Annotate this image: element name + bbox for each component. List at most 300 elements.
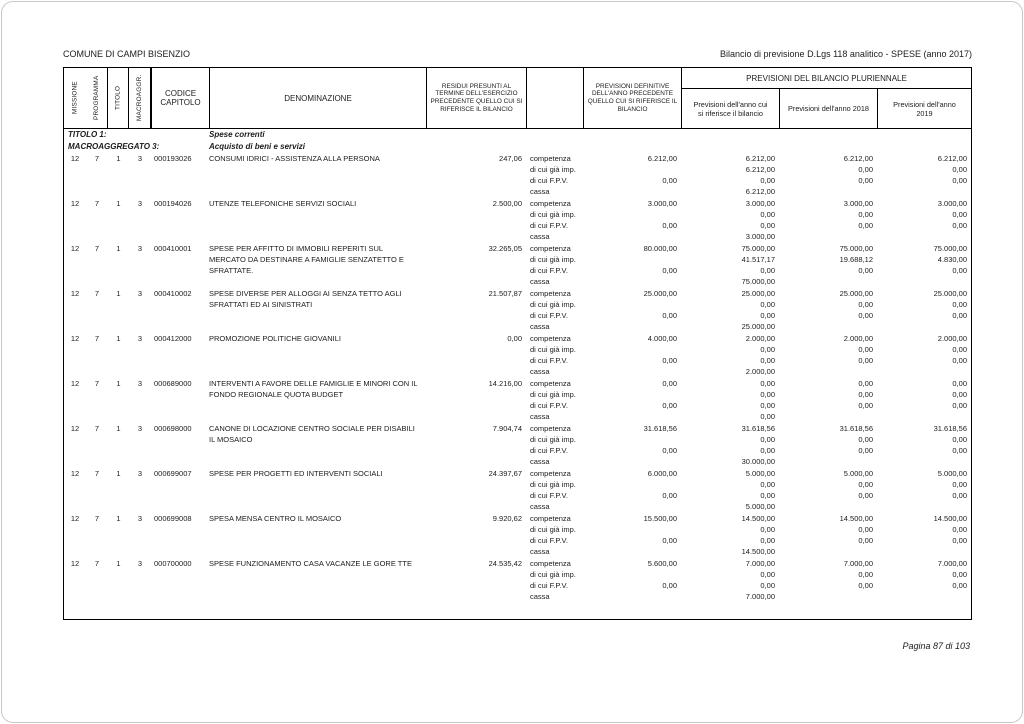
cell-macroaggr: 3 (137, 154, 143, 163)
cell-titolo: 1 (116, 199, 121, 208)
line-value: 3.000,00 (937, 199, 967, 208)
line-value: 0,00 (858, 221, 873, 230)
cell-denominazione: SPESA MENSA CENTRO IL MOSAICO (209, 514, 342, 523)
line-value: 6.000,00 (647, 469, 677, 478)
line-value (877, 411, 967, 422)
table-row (64, 378, 971, 422)
cell-anno-2018 (779, 243, 877, 287)
line-value: 0,00 (760, 311, 775, 320)
line-value: 0,00 (858, 345, 873, 354)
cell-anno-riferimento (681, 558, 779, 602)
cell-denominazione: SPESE PER AFFITTO DI IMMOBILI REPERITI SUL MERCATO DA DESTINARE A FAMIGLIE SENZATETTO E SFRATTATE. (209, 244, 404, 275)
cell-programma: 7 (94, 199, 100, 208)
line-value: 25.000,00 (741, 289, 775, 298)
cell-titolo: 1 (116, 289, 121, 298)
cell-macroaggr: 3 (137, 514, 143, 523)
line-value: 14.500,00 (933, 514, 967, 523)
line-value: 6.212,00 (745, 154, 775, 163)
line-value (583, 276, 677, 287)
line-value: 2.000,00 (745, 334, 775, 343)
line-value: 0,00 (952, 401, 967, 410)
line-label: di cui già imp. (530, 345, 576, 354)
line-value: 31.618,56 (741, 424, 775, 433)
cell-programma: 7 (94, 469, 100, 478)
line-label: competenza (530, 289, 571, 298)
line-label: cassa (530, 322, 550, 331)
line-value: 25.000,00 (643, 289, 677, 298)
line-value: 0,00 (760, 536, 775, 545)
line-value (877, 231, 967, 242)
cell-line-labels (526, 288, 583, 332)
header-anno-2019: Previsioni dell'anno 2019 (877, 88, 971, 128)
section-macro-label: MACROAGGREGATO 3: (68, 142, 160, 151)
table-body-rows (64, 153, 971, 602)
cell-previsioni-definitive (583, 468, 681, 512)
line-value (583, 321, 677, 332)
line-value: 19.688,12 (839, 255, 873, 264)
table-row (64, 423, 971, 467)
cell-previsioni-definitive (583, 513, 681, 557)
line-value (877, 186, 967, 197)
line-value: 0,00 (952, 300, 967, 309)
line-value (583, 209, 677, 220)
line-value: 25.000,00 (839, 289, 873, 298)
table-row (64, 288, 971, 332)
line-value (583, 524, 677, 535)
line-label: competenza (530, 424, 571, 433)
cell-anno-riferimento (681, 153, 779, 197)
line-value: 5.000,00 (745, 502, 775, 511)
line-value: 75.000,00 (839, 244, 873, 253)
line-value (583, 254, 677, 265)
section-titolo-value: Spese correnti (209, 130, 265, 139)
line-label: di cui già imp. (530, 480, 576, 489)
cell-anno-riferimento (681, 243, 779, 287)
line-value: 14.500,00 (839, 514, 873, 523)
cell-anno-riferimento (681, 423, 779, 467)
cell-previsioni-definitive (583, 423, 681, 467)
line-value: 3.000,00 (745, 232, 775, 241)
cell-previsioni-definitive (583, 153, 681, 197)
line-value: 25.000,00 (741, 322, 775, 331)
cell-residui: 24.535,42 (488, 559, 522, 568)
cell-denominazione: CANONE DI LOCAZIONE CENTRO SOCIALE PER DISABILI IL MOSAICO (209, 424, 415, 444)
cell-titolo: 1 (116, 244, 121, 253)
line-value (877, 366, 967, 377)
line-value: 0,00 (760, 210, 775, 219)
line-value: 0,00 (952, 491, 967, 500)
cell-previsioni-definitive (583, 198, 681, 242)
line-value: 0,00 (662, 311, 677, 320)
cell-anno-riferimento (681, 513, 779, 557)
cell-titolo: 1 (116, 469, 121, 478)
cell-line-labels (526, 558, 583, 602)
line-value (583, 411, 677, 422)
cell-anno-riferimento (681, 468, 779, 512)
line-value: 5.600,00 (647, 559, 677, 568)
line-value (779, 411, 873, 422)
cell-denominazione: UTENZE TELEFONICHE SERVIZI SOCIALI (209, 199, 357, 208)
cell-anno-riferimento (681, 378, 779, 422)
cell-line-labels (526, 243, 583, 287)
line-value: 75.000,00 (741, 277, 775, 286)
line-value (583, 366, 677, 377)
line-label: di cui F.P.V. (530, 491, 568, 500)
cell-denominazione: SPESE DIVERSE PER ALLOGGI AI SENZA TETTO AGLI SFRATTATI ED AI SINISTRATI (209, 289, 402, 309)
cell-residui: 247,06 (499, 154, 522, 163)
line-value (779, 321, 873, 332)
line-value (583, 591, 677, 602)
line-value: 75.000,00 (933, 244, 967, 253)
cell-codice: 000689000 (154, 379, 192, 388)
line-value: 3.000,00 (647, 199, 677, 208)
line-value (583, 164, 677, 175)
cell-missione: 12 (70, 244, 80, 253)
table-row (64, 468, 971, 512)
cell-anno-2018 (779, 333, 877, 377)
line-value (583, 434, 677, 445)
line-value: 0,00 (952, 311, 967, 320)
line-label: cassa (530, 547, 550, 556)
table-row (64, 333, 971, 377)
line-label: di cui F.P.V. (530, 311, 568, 320)
line-value: 0,00 (760, 176, 775, 185)
line-value: 0,00 (952, 390, 967, 399)
cell-programma: 7 (94, 334, 100, 343)
cell-denominazione: SPESE FUNZIONAMENTO CASA VACANZE LE GORE TTE (209, 559, 412, 568)
table-row (64, 153, 971, 197)
cell-anno-2019 (877, 423, 971, 467)
line-value: 0,00 (952, 379, 967, 388)
cell-anno-2018 (779, 423, 877, 467)
cell-denominazione: PROMOZIONE POLITICHE GIOVANILI (209, 334, 341, 343)
line-value: 0,00 (858, 300, 873, 309)
cell-residui: 21.507,87 (488, 289, 522, 298)
line-value: 6.212,00 (647, 154, 677, 163)
line-value: 0,00 (858, 401, 873, 410)
line-label: cassa (530, 367, 550, 376)
line-value: 0,00 (858, 536, 873, 545)
section-titolo-label: TITOLO 1: (68, 130, 107, 139)
line-value (779, 456, 873, 467)
cell-line-labels (526, 423, 583, 467)
line-value: 4.000,00 (647, 334, 677, 343)
line-value: 7.000,00 (843, 559, 873, 568)
cell-anno-2019 (877, 378, 971, 422)
line-value: 0,00 (662, 491, 677, 500)
cell-missione: 12 (70, 289, 80, 298)
line-value (779, 231, 873, 242)
cell-anno-2019 (877, 468, 971, 512)
line-value: 0,00 (760, 435, 775, 444)
table-row (64, 243, 971, 287)
line-value: 0,00 (662, 581, 677, 590)
line-value: 0,00 (858, 390, 873, 399)
line-value: 5.000,00 (843, 469, 873, 478)
line-value: 2.000,00 (937, 334, 967, 343)
line-value: 0,00 (952, 446, 967, 455)
cell-denominazione: SPESE PER PROGETTI ED INTERVENTI SOCIALI (209, 469, 383, 478)
cell-titolo: 1 (116, 334, 121, 343)
line-value (779, 501, 873, 512)
line-label: di cui F.P.V. (530, 446, 568, 455)
line-value: 0,00 (952, 221, 967, 230)
cell-previsioni-definitive (583, 243, 681, 287)
cell-anno-2019 (877, 243, 971, 287)
line-label: di cui F.P.V. (530, 221, 568, 230)
line-value: 0,00 (952, 536, 967, 545)
cell-codice: 000699007 (154, 469, 192, 478)
line-label: cassa (530, 502, 550, 511)
document-titlebar (63, 49, 972, 59)
cell-macroaggr: 3 (137, 289, 143, 298)
line-value: 0,00 (952, 266, 967, 275)
cell-programma: 7 (94, 424, 100, 433)
header-residui: RESIDUI PRESUNTI AL TERMINE DELL'ESERCIZIO PRECEDENTE QUELLO CUI SI RIFERISCE IL BILANCIO (426, 68, 526, 128)
line-value: 0,00 (952, 525, 967, 534)
line-value: 0,00 (952, 210, 967, 219)
line-value: 0,00 (760, 266, 775, 275)
cell-residui: 0,00 (507, 334, 522, 343)
line-value: 0,00 (760, 345, 775, 354)
line-label: di cui F.P.V. (530, 176, 568, 185)
line-value: 0,00 (858, 480, 873, 489)
cell-anno-2019 (877, 333, 971, 377)
line-value (583, 456, 677, 467)
cell-missione: 12 (70, 199, 80, 208)
line-value: 0,00 (858, 356, 873, 365)
cell-anno-2018 (779, 558, 877, 602)
line-value: 0,00 (858, 581, 873, 590)
line-label: competenza (530, 469, 571, 478)
cell-anno-2018 (779, 468, 877, 512)
cell-residui: 9.920,62 (492, 514, 522, 523)
line-value (877, 276, 967, 287)
line-value (877, 591, 967, 602)
line-value: 0,00 (952, 435, 967, 444)
line-value (583, 299, 677, 310)
cell-macroaggr: 3 (137, 424, 143, 433)
header-pluriennale: PREVISIONI DEL BILANCIO PLURIENNALE (681, 68, 971, 88)
cell-previsioni-definitive (583, 558, 681, 602)
cell-residui: 2.500,00 (492, 199, 522, 208)
cell-line-labels (526, 198, 583, 242)
line-value: 0,00 (858, 266, 873, 275)
line-label: di cui già imp. (530, 570, 576, 579)
cell-macroaggr: 3 (137, 244, 143, 253)
entity-name: COMUNE DI CAMPI BISENZIO (63, 49, 191, 59)
line-label: di cui F.P.V. (530, 401, 568, 410)
line-value: 0,00 (662, 379, 677, 388)
header-macroaggr: MACROAGGR. (129, 68, 151, 128)
line-value: 7.000,00 (745, 559, 775, 568)
line-value: 6.212,00 (745, 165, 775, 174)
line-value (779, 546, 873, 557)
line-value: 0,00 (858, 210, 873, 219)
line-value: 30.000,00 (741, 457, 775, 466)
cell-titolo: 1 (116, 424, 121, 433)
line-value (779, 591, 873, 602)
line-label: cassa (530, 412, 550, 421)
line-value (583, 231, 677, 242)
cell-previsioni-definitive (583, 288, 681, 332)
cell-residui: 14.216,00 (488, 379, 522, 388)
line-value: 75.000,00 (741, 244, 775, 253)
cell-missione: 12 (70, 379, 80, 388)
line-label: di cui già imp. (530, 165, 576, 174)
cell-anno-riferimento (681, 288, 779, 332)
cell-macroaggr: 3 (137, 199, 143, 208)
line-label: competenza (530, 514, 571, 523)
cell-codice: 000700000 (154, 559, 192, 568)
document-page (63, 49, 972, 620)
line-label: competenza (530, 154, 571, 163)
cell-anno-2019 (877, 558, 971, 602)
line-value: 14.500,00 (741, 514, 775, 523)
cell-codice: 000412000 (154, 334, 192, 343)
line-value: 6.212,00 (745, 187, 775, 196)
cell-residui: 7.904,74 (492, 424, 522, 433)
line-value: 25.000,00 (933, 289, 967, 298)
cell-programma: 7 (94, 559, 100, 568)
cell-missione: 12 (70, 469, 80, 478)
cell-codice: 000699008 (154, 514, 192, 523)
cell-missione: 12 (70, 559, 80, 568)
line-value: 0,00 (760, 300, 775, 309)
line-value: 6.212,00 (937, 154, 967, 163)
line-value: 4.830,00 (937, 255, 967, 264)
line-value: 3.000,00 (843, 199, 873, 208)
cell-titolo: 1 (116, 379, 121, 388)
line-value: 80.000,00 (643, 244, 677, 253)
cell-programma: 7 (94, 379, 100, 388)
line-value: 0,00 (760, 570, 775, 579)
cell-anno-2019 (877, 198, 971, 242)
line-label: di cui già imp. (530, 525, 576, 534)
line-label: competenza (530, 199, 571, 208)
line-value: 0,00 (760, 480, 775, 489)
line-value: 31.618,56 (839, 424, 873, 433)
cell-line-labels (526, 378, 583, 422)
cell-missione: 12 (70, 154, 80, 163)
cell-line-labels (526, 468, 583, 512)
cell-programma: 7 (94, 154, 100, 163)
line-value: 0,00 (952, 581, 967, 590)
cell-programma: 7 (94, 289, 100, 298)
line-value: 0,00 (760, 356, 775, 365)
line-value: 0,00 (952, 176, 967, 185)
line-value: 0,00 (760, 390, 775, 399)
line-value: 0,00 (760, 412, 775, 421)
cell-macroaggr: 3 (137, 334, 143, 343)
line-value: 2.000,00 (843, 334, 873, 343)
line-value: 0,00 (760, 525, 775, 534)
line-value (877, 546, 967, 557)
cell-anno-2019 (877, 288, 971, 332)
cell-titolo: 1 (116, 514, 121, 523)
line-value: 31.618,56 (933, 424, 967, 433)
line-value (583, 344, 677, 355)
line-value: 0,00 (760, 446, 775, 455)
table-row (64, 198, 971, 242)
header-spacer (526, 68, 583, 128)
table-header (63, 67, 972, 129)
table-row (64, 558, 971, 602)
line-value: 0,00 (760, 491, 775, 500)
line-value: 5.000,00 (745, 469, 775, 478)
line-value (583, 389, 677, 400)
header-denominazione: DENOMINAZIONE (209, 68, 426, 128)
line-value: 0,00 (858, 176, 873, 185)
line-label: di cui già imp. (530, 390, 576, 399)
line-value: 0,00 (858, 165, 873, 174)
line-value: 0,00 (952, 570, 967, 579)
table-row (64, 513, 971, 557)
line-value (779, 366, 873, 377)
cell-missione: 12 (70, 514, 80, 523)
line-label: cassa (530, 187, 550, 196)
cell-previsioni-definitive (583, 333, 681, 377)
line-label: competenza (530, 559, 571, 568)
line-label: di cui F.P.V. (530, 356, 568, 365)
line-value: 0,00 (952, 480, 967, 489)
table-body (63, 129, 972, 620)
line-label: competenza (530, 244, 571, 253)
line-label: di cui F.P.V. (530, 581, 568, 590)
line-value: 6.212,00 (843, 154, 873, 163)
cell-programma: 7 (94, 244, 100, 253)
cell-residui: 24.397,67 (488, 469, 522, 478)
header-previsioni-definitive: PREVISIONI DEFINITIVE DELL'ANNO PRECEDENTE QUELLO CUI SI RIFERISCE IL BILANCIO (583, 68, 681, 128)
cell-previsioni-definitive (583, 378, 681, 422)
line-value: 0,00 (662, 221, 677, 230)
line-value: 0,00 (760, 581, 775, 590)
header-anno-riferimento: Previsioni dell'anno cui si riferisce il bilancio (681, 88, 779, 128)
line-value: 0,00 (662, 176, 677, 185)
cell-line-labels (526, 513, 583, 557)
cell-anno-2018 (779, 378, 877, 422)
line-value: 7.000,00 (745, 592, 775, 601)
cell-codice: 000194026 (154, 199, 192, 208)
line-value: 0,00 (760, 379, 775, 388)
line-value: 2.000,00 (745, 367, 775, 376)
header-codice-capitolo: CODICE CAPITOLO (151, 68, 209, 128)
line-value: 0,00 (662, 356, 677, 365)
line-label: di cui già imp. (530, 435, 576, 444)
cell-macroaggr: 3 (137, 379, 143, 388)
header-anno-2018: Previsioni dell'anno 2018 (779, 88, 877, 128)
cell-missione: 12 (70, 334, 80, 343)
cell-programma: 7 (94, 514, 100, 523)
page-number: Pagina 87 di 103 (902, 641, 970, 651)
line-value: 0,00 (858, 525, 873, 534)
line-label: di cui già imp. (530, 210, 576, 219)
line-value: 5.000,00 (937, 469, 967, 478)
line-value (583, 501, 677, 512)
header-titolo: TITOLO (108, 68, 129, 128)
cell-line-labels (526, 333, 583, 377)
cell-titolo: 1 (116, 559, 121, 568)
line-value (877, 501, 967, 512)
section-macro-value: Acquisto di beni e servizi (209, 142, 306, 151)
cell-codice: 000410002 (154, 289, 192, 298)
cell-anno-2018 (779, 288, 877, 332)
line-label: di cui F.P.V. (530, 266, 568, 275)
line-value (583, 569, 677, 580)
line-value: 0,00 (662, 536, 677, 545)
line-value (583, 186, 677, 197)
cell-macroaggr: 3 (137, 469, 143, 478)
